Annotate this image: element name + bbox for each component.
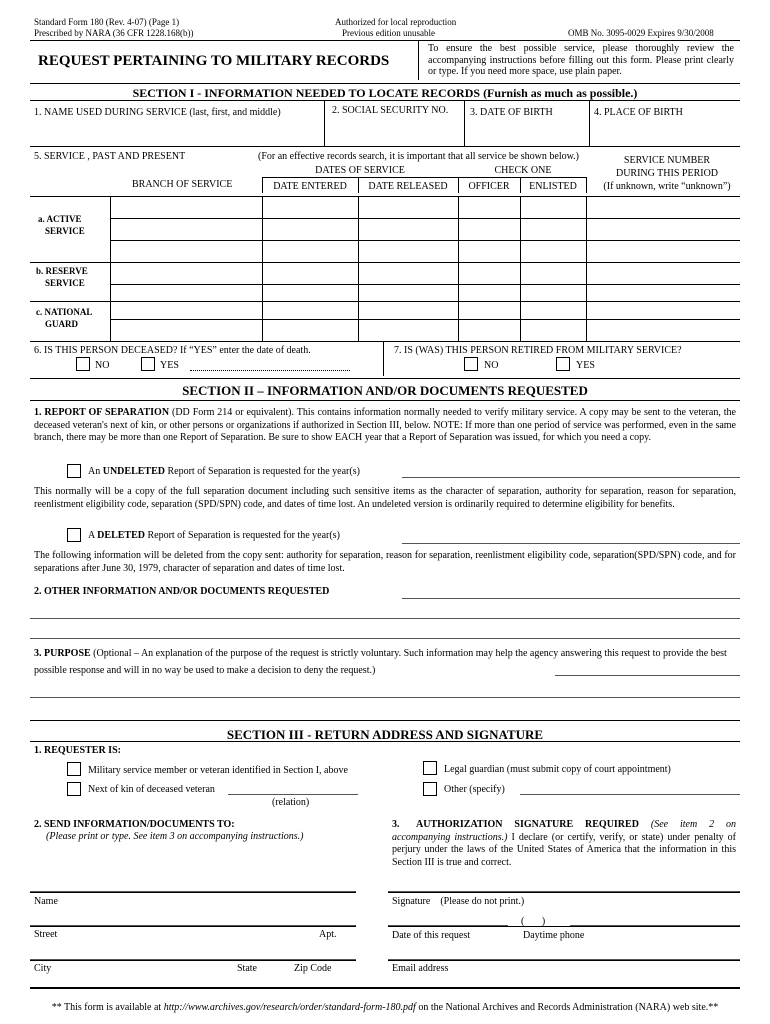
deceased-no-label: NO (95, 360, 110, 371)
send-info-label: 2. SEND INFORMATION/DOCUMENTS TO: (34, 819, 235, 830)
state-caption: State (237, 963, 257, 974)
date-of-death-input[interactable] (190, 359, 350, 371)
undeleted-label: An UNDELETED Report of Separation is requested for the year(s) (88, 466, 360, 477)
section3-title: SECTION III - RETURN ADDRESS AND SIGNATURE (226, 727, 544, 742)
report-separation-paragraph (34, 407, 736, 445)
deleted-years-input[interactable] (402, 532, 740, 544)
other-info-input-1[interactable] (402, 587, 740, 599)
officer-header: OFFICER (468, 181, 510, 192)
email-caption: Email address (392, 963, 449, 974)
form-id: Standard Form 180 (Rev. 4-07) (Page 1) (34, 17, 180, 27)
other-specify-input[interactable] (520, 783, 740, 795)
retired-yes-label: YES (576, 360, 595, 371)
service-number-label: SERVICE NUMBER (623, 155, 711, 166)
auth-label: AUTHORIZATION SIGNATURE REQUIRED (416, 819, 639, 830)
other-info-label: 2. OTHER INFORMATION AND/OR DOCUMENTS REQUESTED (34, 586, 330, 597)
name-caption: Name (34, 896, 58, 907)
apt-caption: Apt. (319, 929, 337, 940)
date-entered-header: DATE ENTERED (273, 181, 347, 192)
authorized-reproduction: Authorized for local reproduction (335, 17, 457, 27)
dob-input[interactable] (468, 124, 586, 142)
requester-member-label: Military service member or veteran identified in Section I, above (88, 765, 348, 776)
signature-caption: Signature (Please do not print.) (392, 896, 525, 907)
email-input[interactable] (388, 948, 740, 960)
undeleted-years-input[interactable] (402, 466, 740, 478)
date-released-header: DATE RELEASED (368, 181, 448, 192)
undeleted-checkbox[interactable] (67, 464, 81, 478)
name-line-input[interactable] (30, 880, 356, 892)
group-guard-line2: GUARD (45, 319, 78, 329)
group-active-line1: a. ACTIVE (38, 214, 82, 224)
relation-input[interactable] (228, 783, 358, 795)
deleted-checkbox[interactable] (67, 528, 81, 542)
retired-no-label: NO (484, 360, 499, 371)
purpose-input-2[interactable] (30, 686, 740, 698)
ssn-label: 2. SOCIAL SECURITY NO. (332, 105, 449, 116)
other-info-input-2[interactable] (30, 607, 740, 619)
requester-other-checkbox[interactable] (423, 782, 437, 796)
pob-input[interactable] (593, 124, 738, 142)
name-label: 1. NAME USED DURING SERVICE (last, first, and middle) (34, 107, 281, 118)
branch-header: BRANCH OF SERVICE (132, 179, 233, 190)
purpose-input-1[interactable] (555, 664, 740, 676)
purpose-text: (Optional – An explanation of the purpose of the request is strictly voluntary. Such information may help the agency answering this request to provide the best possible response and will in no way be used to make a decision to deny the request.) (34, 648, 727, 676)
signature-input[interactable] (388, 880, 740, 892)
daytime-phone-caption: Daytime phone (523, 930, 585, 941)
during-period-label: DURING THIS PERIOD (615, 168, 719, 179)
omb-number: OMB No. 3095-0029 Expires 9/30/2008 (568, 28, 714, 38)
deleted-description: The following information will be deleted from the copy sent: authority for separation, reason for separation, reenlistment eligibility code, separation(SPD/SPN) code, and for separations after June 30, 1979, character of separation and dates of time lost. (34, 550, 736, 574)
other-info-input-3[interactable] (30, 627, 740, 639)
deceased-no-checkbox[interactable] (76, 357, 90, 371)
prescribed-by: Prescribed by NARA (36 CFR 1228.168(b)) (34, 28, 194, 38)
report-separation-text: (DD Form 214 or equivalent). This contains information normally needed to verify military service. A copy may be sent to the veteran, the deceased veteran's next of kin, or other persons or organizations if authorized in Section III, below. NOTE: If more than one period of service was performed, even in the same branch, there may be more than one Report of Separation. Be sure to show EACH year that a Report of Separation was issued, for which you need a copy. (34, 407, 736, 444)
purpose-label: 3. PURPOSE (34, 648, 91, 659)
deceased-yes-label: YES (160, 360, 179, 371)
retired-label: 7. IS (WAS) THIS PERSON RETIRED FROM MILITARY SERVICE? (394, 345, 682, 356)
retired-yes-checkbox[interactable] (556, 357, 570, 371)
section1-title: SECTION I - INFORMATION NEEDED TO LOCATE RECORDS (Furnish as much as possible.) (132, 86, 638, 100)
footer-note: ** This form is available at http://www.archives.gov/research/order/standard-form-180.pdf on the National Archives and Records Administration (NARA) web site.** (51, 1002, 719, 1013)
dob-label: 3. DATE OF BIRTH (470, 107, 553, 118)
previous-edition: Previous edition unusable (342, 28, 435, 38)
phone-area-paren: ( ) (521, 916, 546, 927)
requester-guardian-checkbox[interactable] (423, 761, 437, 775)
group-reserve-line1: b. RESERVE (36, 266, 88, 276)
service-note: (For an effective records search, it is important that all service be shown below.) (258, 151, 580, 162)
group-reserve-line2: SERVICE (45, 278, 85, 288)
enlisted-header: ENLISTED (529, 181, 577, 192)
group-guard-line1: c. NATIONAL (36, 307, 93, 317)
send-info-note: (Please print or type. See item 3 on accompanying instructions.) (46, 831, 304, 842)
daytime-phone-input[interactable] (570, 914, 740, 926)
pob-label: 4. PLACE OF BIRTH (594, 107, 683, 118)
group-active-line2: SERVICE (45, 226, 85, 236)
street-caption: Street (34, 929, 58, 940)
zip-caption: Zip Code (294, 963, 332, 974)
service-label: 5. SERVICE , PAST AND PRESENT (34, 151, 186, 162)
deceased-yes-checkbox[interactable] (141, 357, 155, 371)
city-caption: City (34, 963, 52, 974)
date-of-request-input[interactable] (388, 914, 508, 926)
deleted-label: A DELETED Report of Separation is requested for the year(s) (88, 530, 340, 541)
auth-paragraph (392, 819, 736, 869)
report-separation-label: 1. REPORT OF SEPARATION (34, 407, 170, 418)
undeleted-description: This normally will be a copy of the full separation document including such sensitive items as the character of separation, authority for separation, reason for separation, reenlistment eligibility code, separation (SPD/SPN) code, and dates of time lost. An undeleted version is ordinarily required to determine eligibility for benefits. (34, 486, 736, 510)
header-divider (418, 40, 419, 80)
auth-number: 3. (392, 819, 400, 830)
deceased-label: 6. IS THIS PERSON DECEASED? If “YES” enter the date of death. (34, 345, 311, 356)
footer-url[interactable]: http://www.archives.gov/research/order/standard-form-180.pdf (163, 1002, 416, 1013)
requester-other-label: Other (specify) (444, 784, 505, 795)
requester-member-checkbox[interactable] (67, 762, 81, 776)
street-input[interactable] (30, 914, 356, 926)
retired-no-checkbox[interactable] (464, 357, 478, 371)
auth-text: I declare (or certify, verify, or state) under penalty of perjury under the laws of the United States of America that the information in this Section III is true and correct. (392, 831, 737, 868)
ssn-input[interactable] (328, 124, 460, 142)
name-input[interactable] (36, 124, 320, 142)
relation-label: (relation) (272, 797, 310, 808)
section2-title: SECTION II – INFORMATION AND/OR DOCUMENTS REQUESTED (182, 383, 588, 398)
header-rule (30, 40, 740, 41)
dates-of-service: DATES OF SERVICE (315, 165, 405, 176)
date-request-caption: Date of this request (392, 930, 471, 941)
city-state-zip-input[interactable] (30, 948, 356, 960)
requester-kin-checkbox[interactable] (67, 782, 81, 796)
form-title: REQUEST PERTAINING TO MILITARY RECORDS (38, 53, 390, 69)
check-one: CHECK ONE (494, 165, 552, 176)
auth-note: (See item 2 on accompanying instructions.) (392, 819, 737, 843)
if-unknown-label: (If unknown, write “unknown”) (603, 181, 731, 192)
requester-kin-label: Next of kin of deceased veteran (88, 784, 215, 795)
requester-guardian-label: Legal guardian (must submit copy of court appointment) (444, 764, 671, 775)
instructions-note: To ensure the best possible service, please thoroughly review the accompanying instructions before filling out this form. Please print clearly or type. If you need more space, use plain paper. (428, 43, 734, 77)
requester-label: 1. REQUESTER IS: (34, 745, 121, 756)
